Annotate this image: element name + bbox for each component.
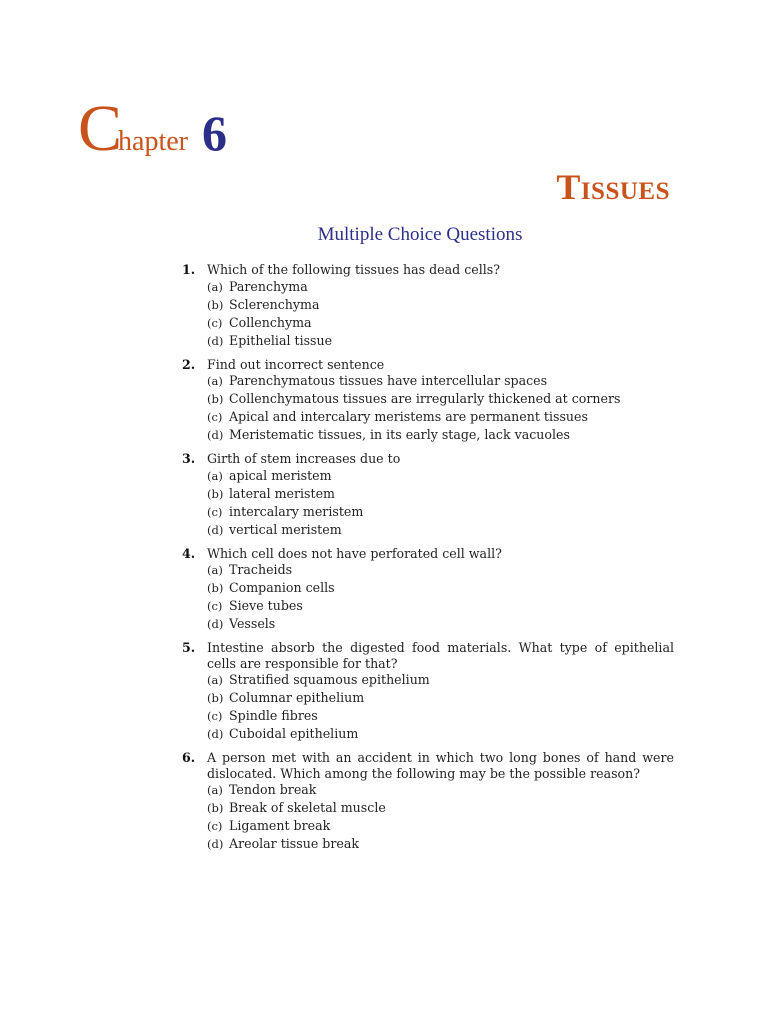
option-d — [207, 426, 674, 444]
chapter-heading — [78, 92, 227, 166]
option-label: (d) — [207, 837, 224, 851]
question-1 — [182, 262, 674, 350]
option-text: Sieve tubes — [229, 598, 303, 613]
option-text: Collenchyma — [229, 314, 312, 330]
chapter-initial: C — [78, 92, 123, 165]
option-text: Break of skeletal muscle — [229, 800, 386, 815]
question-number: 6. — [182, 750, 196, 765]
option-text: Parenchyma — [229, 278, 308, 294]
option-label: (b) — [207, 486, 224, 501]
question-number: 1. — [182, 262, 196, 277]
option-list — [207, 278, 674, 350]
option-c — [207, 817, 674, 835]
option-a — [207, 561, 674, 579]
option-text: Columnar epithelium — [229, 690, 365, 705]
option-text: Ligament break — [229, 818, 331, 833]
option-b — [207, 390, 674, 408]
option-label: (a) — [207, 783, 223, 797]
option-b — [207, 579, 674, 597]
option-b — [207, 689, 674, 707]
option-d — [207, 332, 674, 350]
question-number: 2. — [182, 356, 196, 372]
option-label: (b) — [207, 801, 224, 815]
option-list — [207, 781, 674, 853]
question-number: 3. — [182, 451, 196, 466]
option-label: (d) — [207, 428, 224, 442]
option-text: Meristematic tissues, in its early stage, lack vacuoles — [229, 427, 570, 442]
option-label: (c) — [207, 819, 223, 833]
option-text: Companion cells — [229, 580, 335, 595]
option-text: lateral meristem — [229, 485, 335, 501]
option-d — [207, 521, 674, 539]
option-text: Areolar tissue break — [229, 836, 359, 851]
option-label: (d) — [207, 522, 224, 537]
option-text: Tendon break — [229, 782, 317, 797]
option-c — [207, 314, 674, 332]
option-text: intercalary meristem — [229, 503, 364, 519]
option-d — [207, 725, 674, 743]
option-text: apical meristem — [229, 467, 332, 483]
option-a — [207, 671, 674, 689]
option-a — [207, 467, 674, 485]
question-text: Which cell does not have perforated cell wall? — [207, 545, 502, 561]
option-list — [207, 671, 674, 743]
option-c — [207, 408, 674, 426]
question-text: A person met with an accident in which two long bones of hand were dislocated. Which among the following may be the possible reason? — [207, 750, 674, 781]
option-text: Parenchymatous tissues have intercellular spaces — [229, 373, 548, 388]
option-label: (c) — [207, 504, 223, 519]
option-list — [207, 561, 674, 633]
option-d — [207, 615, 674, 633]
option-label: (a) — [207, 374, 223, 388]
option-text: Tracheids — [229, 562, 293, 577]
option-text: Vessels — [229, 616, 276, 631]
chapter-number: 6 — [202, 105, 227, 161]
question-4 — [182, 546, 674, 634]
option-a — [207, 781, 674, 799]
option-label: (b) — [207, 581, 224, 595]
option-text: Spindle fibres — [229, 708, 318, 723]
option-label: (c) — [207, 315, 223, 330]
option-d — [207, 835, 674, 853]
option-label: (c) — [207, 599, 223, 613]
option-a — [207, 372, 674, 390]
section-title: Multiple Choice Questions — [317, 224, 523, 245]
option-text: Stratified squamous epithelium — [229, 672, 430, 687]
option-c — [207, 707, 674, 725]
question-text: Find out incorrect sentence — [207, 356, 385, 372]
question-text: Which of the following tissues has dead cells? — [207, 262, 500, 277]
option-label: (d) — [207, 617, 224, 631]
question-number: 5. — [182, 640, 196, 655]
option-text: vertical meristem — [229, 521, 342, 537]
option-label: (c) — [207, 410, 223, 424]
option-label: (b) — [207, 691, 224, 705]
option-text: Collenchymatous tissues are irregularly thickened at corners — [229, 391, 621, 406]
option-text: Sclerenchyma — [229, 296, 320, 312]
question-2 — [182, 357, 674, 445]
option-label: (c) — [207, 709, 223, 723]
option-text: Apical and intercalary meristems are permanent tissues — [229, 409, 588, 424]
option-list — [207, 467, 674, 539]
option-label: (b) — [207, 392, 224, 406]
option-label: (a) — [207, 563, 223, 577]
question-number: 4. — [182, 545, 196, 561]
option-text: Epithelial tissue — [229, 332, 333, 348]
option-label: (d) — [207, 333, 224, 348]
option-label: (a) — [207, 673, 223, 687]
question-3 — [182, 451, 674, 539]
chapter-word: hapter — [118, 126, 188, 157]
question-text: Intestine absorb the digested food materials. What type of epithelial cells are responsible for that? — [207, 640, 674, 671]
option-list — [207, 372, 674, 444]
option-c — [207, 503, 674, 521]
option-label: (d) — [207, 727, 224, 741]
option-a — [207, 278, 674, 296]
option-b — [207, 296, 674, 314]
chapter-title: Tissues — [556, 167, 670, 207]
option-b — [207, 799, 674, 817]
option-c — [207, 597, 674, 615]
option-label: (a) — [207, 279, 223, 294]
option-b — [207, 485, 674, 503]
option-label: (a) — [207, 468, 223, 483]
question-text: Girth of stem increases due to — [207, 451, 401, 466]
option-text: Cuboidal epithelium — [229, 726, 359, 741]
question-6 — [182, 750, 674, 853]
option-label: (b) — [207, 297, 224, 312]
question-list — [182, 262, 674, 860]
question-5 — [182, 640, 674, 743]
